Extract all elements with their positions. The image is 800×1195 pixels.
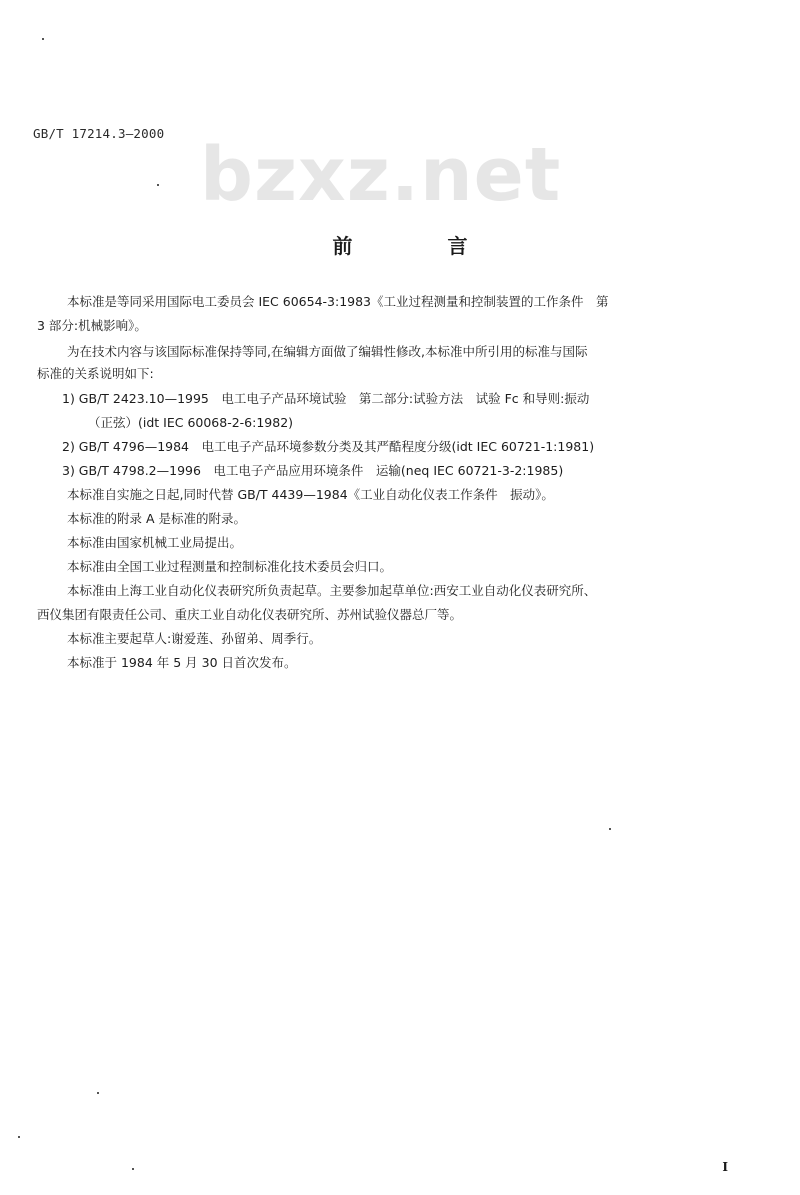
scan-speck (609, 828, 611, 830)
scan-speck (42, 38, 44, 40)
body-line: 本标准自实施之日起,同时代替 GB/T 4439—1984《工业自动化仪表工作条件 振动》。 (67, 487, 554, 502)
body-line: 为在技术内容与该国际标准保持等同,在编辑方面做了编辑性修改,本标准中所引用的标准与国际 (67, 344, 588, 359)
body-line: 本标准由上海工业自动化仪表研究所负责起草。主要参加起草单位:西安工业自动化仪表研究所、 (67, 583, 597, 598)
body-line: 2) GB/T 4796—1984 电工电子产品环境参数分类及其严酷程度分级(idt IEC 60721-1:1981) (62, 439, 595, 454)
page-title: 前 言 (332, 234, 512, 258)
body-line: 本标准于 1984 年 5 月 30 日首次发布。 (67, 655, 297, 670)
body-line: 本标准的附录 A 是标准的附录。 (67, 511, 246, 526)
scan-speck (132, 1168, 134, 1170)
page-number: I (722, 1160, 728, 1174)
scan-speck (18, 1136, 20, 1138)
body-line: 3) GB/T 4798.2—1996 电工电子产品应用环境条件 运输(neq IEC 60721-3-2:1985) (62, 463, 564, 478)
body-line: 3 部分:机械影响》。 (37, 318, 147, 333)
body-line: （正弦）(idt IEC 60068-2-6:1982) (88, 415, 294, 430)
body-line: 本标准主要起草人:谢爱莲、孙留弟、周季行。 (67, 631, 322, 646)
standard-code: GB/T 17214.3—2000 (33, 126, 165, 141)
body-line: 西仪集团有限责任公司、重庆工业自动化仪表研究所、苏州试验仪器总厂等。 (37, 607, 463, 622)
body-line: 本标准由国家机械工业局提出。 (67, 535, 243, 550)
body-line: 标准的关系说明如下: (37, 366, 154, 381)
watermark: bzxz.net (200, 132, 562, 218)
body-line: 本标准由全国工业过程测量和控制标准化技术委员会归口。 (67, 559, 393, 574)
body-line: 1) GB/T 2423.10—1995 电工电子产品环境试验 第二部分:试验方法 试验 Fc 和导则:振动 (62, 391, 590, 406)
body-line: 本标准是等同采用国际电工委员会 IEC 60654-3:1983《工业过程测量和控制装置的工作条件 第 (67, 294, 609, 309)
scan-speck (97, 1092, 99, 1094)
scan-speck (157, 184, 159, 186)
